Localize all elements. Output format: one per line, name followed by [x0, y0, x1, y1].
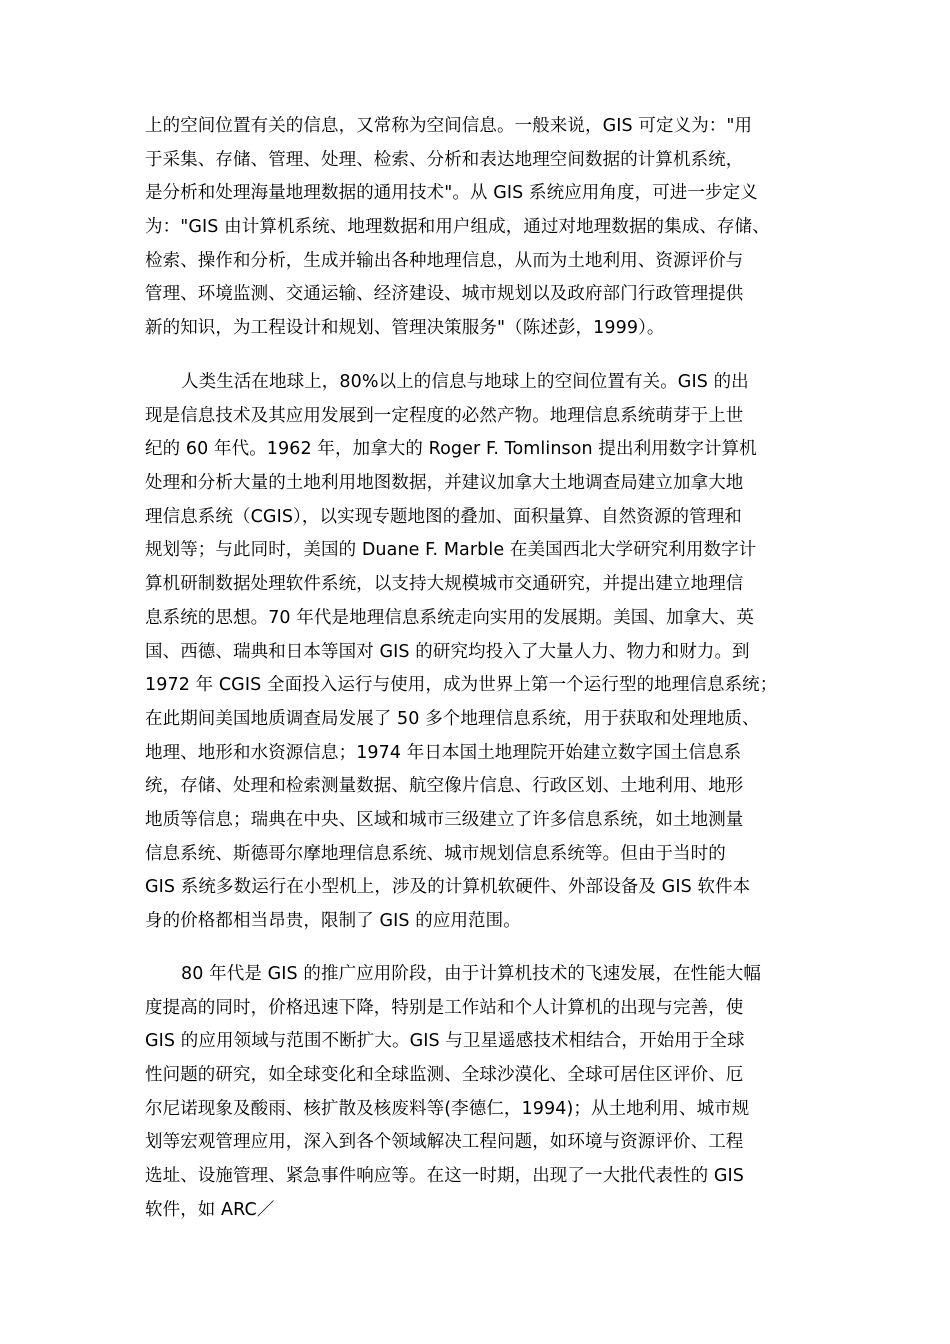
text-line: 人类生活在地球上，80%以上的信息与地球上的空间位置有关。GIS 的出 [181, 372, 749, 392]
text-line: 管理、环境监测、交通运输、经济建设、城市规划以及政府部门行政管理提供 [145, 284, 744, 305]
text-line: 是分析和处理海量地理数据的通用技术"。从 GIS 系统应用角度，可进一步定义 [145, 183, 758, 204]
text-line: 规划等；与此同时，美国的 Duane F. Marble 在美国西北大学研究利用数字计 [145, 540, 757, 561]
text-line: 理信息系统（CGIS），以实现专题地图的叠加、面积量算、自然资源的管理和 [145, 506, 742, 527]
text-line: 划等宏观管理应用，深入到各个领域解决工程问题，如环境与资源评价、工程 [145, 1132, 744, 1153]
text-line: 纪的 60 年代。1962 年，加拿大的 Roger F. Tomlinson 提出利用数字计算机 [145, 439, 757, 460]
paragraph-1 [145, 110, 845, 346]
text-line: 国、西德、瑞典和日本等国对 GIS 的研究均投入了大量人力、物力和财力。到 [145, 641, 750, 662]
paragraph-2 [145, 366, 845, 939]
text-line: 信息系统、斯德哥尔摩地理信息系统、城市规划信息系统等。但由于当时的 [145, 843, 726, 864]
text-line: 1972 年 CGIS 全面投入运行与使用，成为世界上第一个运行型的地理信息系统； [145, 675, 778, 696]
text-line: 统，存储、处理和检索测量数据、航空像片信息、行政区划、土地利用、地形 [145, 776, 744, 797]
text-line: GIS 的应用领域与范围不断扩大。GIS 与卫星遥感技术相结合，开始用于全球 [145, 1031, 745, 1052]
text-line: 性问题的研究，如全球变化和全球监测、全球沙漠化、全球可居住区评价、厄 [145, 1065, 744, 1086]
text-line: 检索、操作和分析，生成并输出各种地理信息，从而为土地利用、资源评价与 [145, 250, 744, 271]
text-line: 于采集、存储、管理、处理、检索、分析和表达地理空间数据的计算机系统， [145, 149, 744, 170]
text-line: 身的价格都相当昂贵，限制了 GIS 的应用范围。 [145, 911, 521, 931]
text-line: 选址、设施管理、紧急事件响应等。在这一时期，出现了一大批代表性的 GIS [145, 1166, 744, 1187]
text-line: 地质等信息；瑞典在中央、区域和城市三级建立了许多信息系统，如土地测量 [145, 809, 744, 830]
text-line: 80 年代是 GIS 的推广应用阶段，由于计算机技术的飞速发展，在性能大幅 [181, 964, 761, 984]
paragraph-3 [145, 958, 845, 1228]
text-line: 算机研制数据处理软件系统，以支持大规模城市交通研究，并提出建立地理信 [145, 574, 744, 595]
text-line: 为："GIS 由计算机系统、地理数据和用户组成，通过对地理数据的集成、存储、 [145, 217, 770, 238]
text-line: 息系统的思想。70 年代是地理信息系统走向实用的发展期。美国、加拿大、英 [145, 607, 754, 628]
text-line: 新的知识，为工程设计和规划、管理决策服务"（陈述彭，1999）。 [145, 318, 665, 339]
text-line: 度提高的同时，价格迅速下降，特别是工作站和个人计算机的出现与完善，使 [145, 997, 744, 1018]
text-line: 地理、地形和水资源信息；1974 年日本国土地理院开始建立数字国土信息系 [145, 742, 742, 763]
text-line: GIS 系统多数运行在小型机上，涉及的计算机软硬件、外部设备及 GIS 软件本 [145, 877, 751, 898]
text-line: 在此期间美国地质调查局发展了 50 多个地理信息系统，用于获取和处理地质、 [145, 708, 760, 729]
text-line: 处理和分析大量的土地利用地图数据，并建议加拿大土地调查局建立加拿大地 [145, 473, 744, 494]
text-line: 软件，如 ARC／ [145, 1199, 275, 1220]
text-line: 尔尼诺现象及酸雨、核扩散及核废料等(李德仁，1994)；从土地利用、城市规 [145, 1098, 750, 1119]
text-line: 上的空间位置有关的信息，又常称为空间信息。一般来说，GIS 可定义为："用 [145, 116, 753, 136]
text-line: 现是信息技术及其应用发展到一定程度的必然产物。地理信息系统萌芽于上世 [145, 405, 744, 426]
